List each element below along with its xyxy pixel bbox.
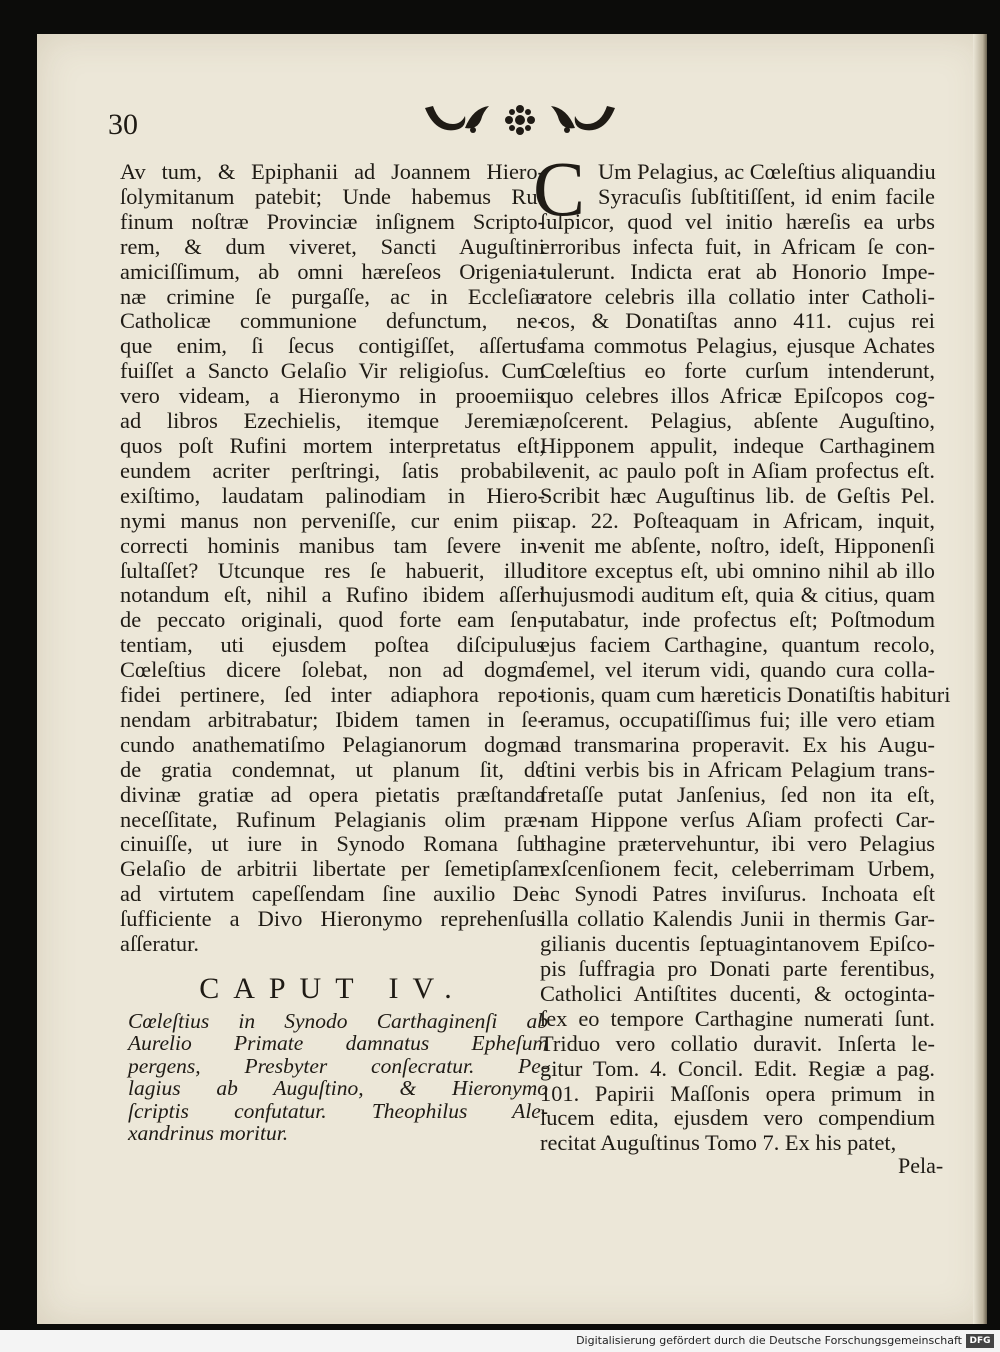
- left-column-line: que enim, ſi ſecus contigiſſet, aſſertus: [120, 333, 545, 359]
- right-column-line: hujusmodi auditum eſt, quia & citius, quam: [540, 582, 935, 608]
- dfg-logo: DFG: [966, 1334, 994, 1348]
- right-column-line: ſuſpicor, quod vel initio hæreſis ea urbs: [540, 208, 935, 234]
- left-column-line: tentiam, uti ejusdem poſtea diſcipulus: [120, 632, 545, 658]
- right-column-line: Scribit hæc Auguſtinus lib. de Geſtis Pel.: [540, 482, 935, 508]
- right-column-line: venit me abſente, noſtro, ideſt, Hipponenſi: [540, 532, 935, 558]
- right-column-line: ſtini verbis bis in Africam Pelagium trans-: [540, 756, 935, 782]
- left-column-line: vero videam, a Hieronymo in prooemiis: [120, 383, 545, 409]
- right-column-line: gilianis ducentis ſeptuagintanovem Epiſco-: [540, 931, 935, 957]
- page-number: 30: [108, 108, 138, 141]
- left-column-line: de peccato originali, quod forte eam ſen-: [120, 607, 545, 633]
- chapter-summary-line: ſcriptis confutatur. Theophilus Ale-: [128, 1098, 548, 1123]
- footer-bar: [0, 1330, 1000, 1352]
- right-column-line: Catholici Antiſtites ducenti, & octoginta-: [540, 980, 935, 1006]
- left-column-line: ſufficiente a Divo Hieronymo reprehenſus: [120, 906, 545, 932]
- right-column-line: ratore celebris illa collatio inter Catholi-: [540, 283, 935, 309]
- left-column-text: [120, 160, 545, 957]
- left-column-line: ad libros Ezechielis, itemque Jeremiæ,: [120, 408, 545, 434]
- left-column-line: ad virtutem capeſſendam ſine auxilio Dei: [120, 881, 545, 907]
- right-column-line: fretaſſe putat Janſenius, ſed non ita eſt,: [540, 781, 935, 807]
- left-column-line: amiciſſimum, ab omni hæreſeos Origenia-: [120, 258, 545, 284]
- left-column-line: nymi manus non perveniſſe, cur enim piis: [120, 507, 545, 533]
- right-column-line: Hipponem appulit, indeque Carthaginem: [540, 432, 935, 458]
- catchword: Pela-: [898, 1153, 944, 1178]
- left-column-line: neceſſitate, Rufinum Pelagianis olim præ-: [120, 806, 545, 832]
- right-column-line: fama commotus Pelagius, ejusque Achates: [540, 333, 935, 359]
- footer-credit: Digitalisierung gefördert durch die Deutsche Forschungsgemeinschaft: [576, 1334, 962, 1347]
- right-column-line: venit, ac paulo poſt in Aſiam profectus eſt.: [540, 457, 935, 483]
- right-column-line: pis ſuffragia pro Donati parte ferentibus,: [540, 956, 935, 981]
- left-column-line: exiſtimo, laudatam palinodiam in Hiero-: [120, 482, 545, 508]
- left-column-line: Cœleſtius dicere ſolebat, non ad dogma: [120, 657, 545, 683]
- right-column-line: exſcenſionem fecit, celeberrimam Urbem,: [540, 856, 935, 882]
- chapter-summary: [128, 1010, 548, 1144]
- right-column-line: ſemel, vel iterum vidi, quando cura colla-: [540, 657, 935, 683]
- left-column-line: quos poſt Rufini mortem interpretatus eſt,: [120, 432, 545, 458]
- left-column-line: Av tum, & Epiphanii ad Joannem Hiero-: [120, 159, 545, 184]
- right-column-line: 101. Papirii Maſſonis opera primum in: [540, 1080, 935, 1106]
- right-column-line: quo celebres illos Africæ Epiſcopos cog-: [540, 383, 935, 409]
- left-column-line: divinæ gratiæ ad opera pietatis præſtanda: [120, 781, 545, 807]
- chapter-title: CAPUT IV.: [199, 972, 466, 1005]
- chapter-summary-line: xandrinus moritur.: [128, 1121, 289, 1146]
- right-column-line: ad transmarina properavit. Ex his Augu-: [540, 731, 935, 757]
- right-column-line: litore exceptus eſt, ubi omnino nihil ab illo: [540, 557, 935, 583]
- page-spine-shadow: [973, 34, 987, 1324]
- left-column-line: finum noſtræ Provinciæ inſignem Scripto-: [120, 208, 545, 234]
- right-column-line: ſex eo tempore Carthagine numerati ſunt.: [540, 1005, 935, 1031]
- chapter-summary-line: Cœleſtius in Synodo Carthaginenſi ab: [128, 1009, 548, 1033]
- left-column-line: aſſeratur.: [120, 931, 199, 957]
- left-column-line: rem, & dum viveret, Sancti Auguſtini: [120, 233, 545, 259]
- right-column-line: Cœleſtius eo forte curſum intenderunt,: [540, 358, 935, 384]
- left-column-line: notandum eſt, nihil a Rufino ibidem aſſeri: [120, 582, 545, 608]
- right-column-line: cap. 22. Poſteaquam in Africam, inquit,: [540, 507, 935, 533]
- left-column-line: fuiſſet a Sancto Gelaſio Vir religioſus. Cum: [120, 358, 545, 384]
- left-column-line: correcti hominis manibus tam ſevere in-: [120, 532, 545, 558]
- right-column-line: cos, & Donatiſtas anno 411. cujus rei: [540, 308, 935, 334]
- left-column-line: Catholicæ communione defunctum, ne-: [120, 308, 545, 334]
- right-column-line: ejus faciem Carthagine, quantum recolo,: [540, 632, 935, 658]
- left-column-line: eundem acriter perſtringi, ſatis probabile: [120, 457, 545, 483]
- left-column-line: nendam arbitrabatur; Ibidem tamen in ſe-: [120, 706, 545, 732]
- left-column-line: de gratia condemnat, ut planum ſit, de: [120, 756, 545, 782]
- right-column-line: Triduo vero collatio duravit. Inſerta le-: [540, 1030, 935, 1056]
- right-column-line: thagine prætervehuntur, ibi vero Pelagius: [540, 831, 935, 857]
- chapter-summary-line: Aurelio Primate damnatus Epheſum: [128, 1031, 548, 1056]
- left-column-line: cundo anathematiſmo Pelagianorum dogma: [120, 731, 545, 757]
- chapter-summary-line: pergens, Presbyter conſecratur. Pe-: [128, 1053, 548, 1078]
- right-column-line: lucem edita, ejusdem vero compendium: [540, 1105, 935, 1131]
- left-column-line: næ crimine ſe purgaſſe, ac in Eccleſiæ: [120, 283, 545, 309]
- left-column-line: ſolymitanum patebit; Unde habemus Ru-: [120, 183, 545, 209]
- right-column-line: noſcerent. Pelagius, abſente Auguſtino,: [540, 408, 935, 434]
- right-column-line: putabatur, inde profectus eſt; Poſtmodum: [540, 607, 935, 633]
- right-column-line: gitur Tom. 4. Concil. Edit. Regiæ a pag.: [540, 1055, 935, 1081]
- drop-cap: C: [533, 145, 586, 232]
- right-column-line: illa collatio Kalendis Junii in thermis Gar-: [540, 906, 935, 932]
- right-column-line: Syracuſis ſubſtitiſſent, id enim facile: [598, 183, 935, 209]
- left-column-line: ſultaſſet? Utcunque res ſe habuerit, illud: [120, 557, 545, 583]
- right-column-line: tulerunt. Indicta erat ab Honorio Impe-: [540, 258, 935, 284]
- left-column-line: fidei pertinere, ſed inter adiaphora repo-: [120, 682, 545, 708]
- left-column-line: Gelaſio de arbitrii libertate per ſemetipſam: [120, 856, 545, 882]
- right-column-line: tionis, quam cum hæreticis Donatiſtis habituri: [540, 682, 951, 708]
- fleuron-ornament-icon: [405, 100, 635, 140]
- right-column-line: erroribus infecta fuit, in Africam ſe con-: [540, 233, 935, 259]
- right-column-line: nam Hippone verſus Aſiam profecti Car-: [540, 806, 935, 832]
- right-column-line: Um Pelagius, ac Cœleſtius aliquandiu: [598, 159, 936, 184]
- right-column-text: [540, 159, 951, 1156]
- right-column-line: recitat Auguſtinus Tomo 7. Ex his patet,: [540, 1130, 897, 1156]
- right-column-line: ac Synodi Patres inviſurus. Inchoata eſt: [540, 881, 935, 907]
- chapter-summary-line: lagius ab Auguſtino, & Hieronymo: [128, 1076, 548, 1101]
- left-column-line: cinuiſſe, ut iure in Synodo Romana ſub: [120, 831, 545, 857]
- right-column-line: eramus, occupatiſſimus fui; ille vero etiam: [540, 706, 935, 732]
